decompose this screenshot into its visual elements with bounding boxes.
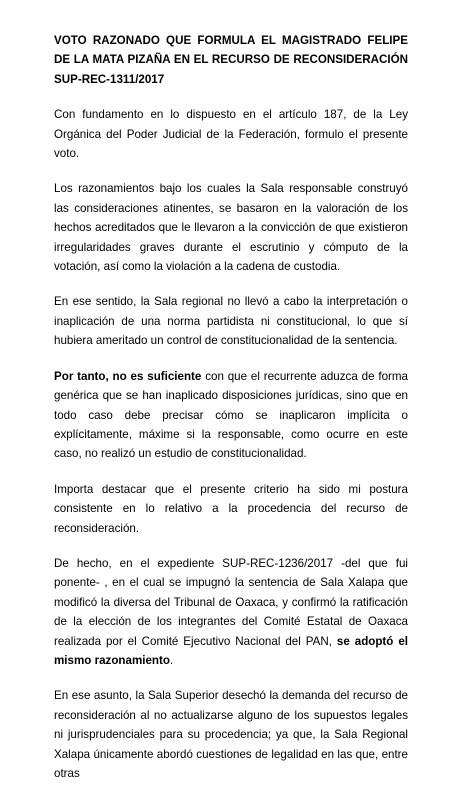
- paragraph-precedent-text: De hecho, en el expediente SUP-REC-1236/2017 -del que fui ponente- , en el cual se impugnó la sentencia de Sala Xalapa que modificó la diversa del Tribunal de Oaxaca, y confirmó la ratificación de la elección de los integrantes del Comité Estatal de Oaxaca realizada por el Comité Ejecutivo Nacional del PAN,: [54, 556, 408, 648]
- document-page: [54, 31, 408, 799]
- paragraph-precedent: [54, 554, 408, 670]
- paragraph-interpretation: En ese sentido, la Sala regional no llevó a cabo la interpretación o inaplicación de una norma partidista ni constitucional, lo que sí hubiera ameritado un control de constitucionalidad de la sentencia.: [54, 295, 408, 348]
- paragraph-precedent-bold-tail: se adoptó el mismo razonamiento: [54, 634, 408, 667]
- document-title: VOTO RAZONADO QUE FORMULA EL MAGISTRADO FELIPE DE LA MATA PIZAÑA EN EL RECURSO DE RECONSIDERACIÓN SUP-REC-1311/2017: [54, 34, 408, 86]
- paragraph-insufficiency-text: con que el recurrente aduzca de forma genérica que se han inaplicado disposiciones jurídicas, sino que en todo caso debe precisar cómo se inaplicaron implícita o explícitamente, máxime si la responsable, como ocurre en este caso, no realizó un estudio de constitucionalidad.: [54, 369, 408, 461]
- paragraph-legal-basis: Con fundamento en lo dispuesto en el artículo 187, de la Ley Orgánica del Poder Judicial de la Federación, formulo el presente voto.: [54, 108, 408, 161]
- paragraph-precedent-end: .: [169, 653, 174, 667]
- paragraph-insufficiency: [54, 367, 408, 464]
- paragraph-dismissal: En ese asunto, la Sala Superior desechó la demanda del recurso de reconsideración al no actualizarse alguno de los supuestos legales ni jurisprudenciales para su procedencia; ya que, la Sala Regional Xalapa únicamente abordó cuestiones de legalidad en las que, entre otras: [54, 689, 408, 780]
- paragraph-insufficiency-bold-lead: Por tanto, no es suficiente: [54, 369, 202, 383]
- paragraph-reasoning: Los razonamientos bajo los cuales la Sala responsable construyó las consideraciones atinentes, se basaron en la valoración de los hechos acreditados que le llevaron a la convicción de que existieron irregularidades graves durante el escrutinio y cómputo de la votación, así como la violación a la cadena de custodia.: [54, 182, 408, 274]
- paragraph-consistent-criterion: Importa destacar que el presente criterio ha sido mi postura consistente en lo relativo a la procedencia del recurso de reconsideración.: [54, 482, 408, 535]
